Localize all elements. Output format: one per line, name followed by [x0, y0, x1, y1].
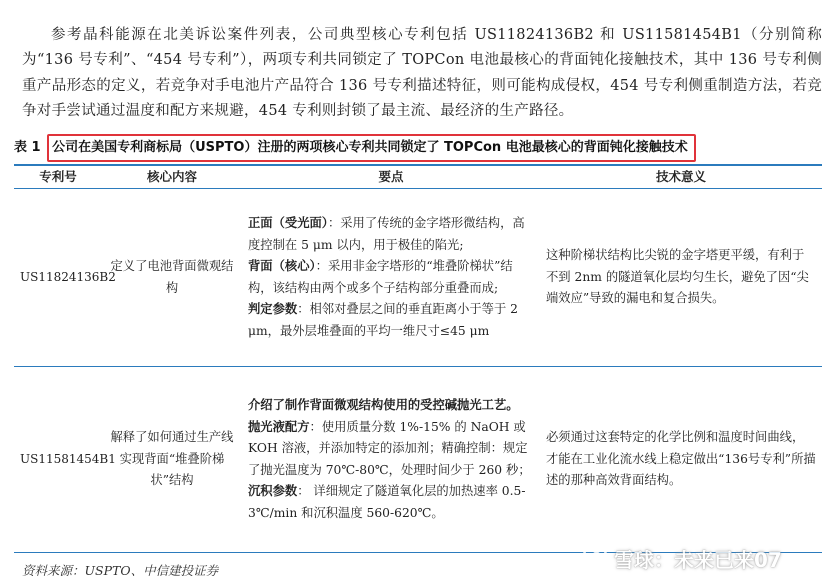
core-content: 解释了如何通过生产线实现背面“堆叠阶梯状”结构 — [110, 430, 234, 488]
point-label: 判定参数 — [248, 302, 298, 316]
table-title: 公司在美国专利商标局（USPTO）注册的两项核心专利共同锁定了 TOPCon 电池最核心的背面钝化接触技术 — [47, 134, 696, 162]
snowball-logo-icon — [582, 543, 608, 574]
point-text: ： 详细规定了隧道氧化层的加热速率 0.5-3℃/min 和沉积温度 560-620℃。 — [248, 484, 526, 520]
patent-table — [14, 164, 822, 553]
point-label: 正面（受光面） — [248, 216, 328, 230]
patent-number: US11824136B2 — [20, 269, 116, 284]
technical-significance: 这种阶梯状结构比尖锐的金字塔更平缓，有利于不到 2nm 的隧道氧化层均匀生长，避免了因“尖端效应”导致的漏电和复合损失。 — [546, 248, 809, 306]
point-label: 背面（核心） — [248, 259, 316, 273]
header-patent: 专利号 — [39, 169, 77, 185]
table-caption — [14, 133, 696, 163]
intro-paragraph: 参考晶科能源在北美诉讼案件列表，公司典型核心专利包括 US11824136B2 和 US11581454B1（分别简称为“136 号专利”、“454 号专利”），两项专利共同锁定了 TOPCon 电池最核心的背面钝化接触技术，其中 136 号专利侧重产品形态的定义，若竞争对手电池片产品符合 136 号专利描述特征，则可能构成侵权，454 号专利侧重制造方法，若竞争对手尝试通过温度和配方来规避，454 专利则封锁了最主流、最经济的生产路径。 — [22, 26, 822, 119]
header-significance: 技术意义 — [655, 169, 706, 185]
point-text: ：使用质量分数 1%-15% 的 NaOH 或 KOH 溶液，并添加特定的添加剂；精确控制：规定了抛光温度为 70℃-80℃，处理时间少于 260 秒； — [248, 419, 531, 477]
point-label: 抛光液配方 — [248, 419, 310, 434]
table-label: 表 1 — [14, 140, 41, 155]
point-text: ：相邻对叠层之间的垂直距离小于等于 2 μm，最外层堆叠面的平均一维尺寸≤45 μm — [248, 302, 518, 338]
points-heading: 介绍了制作背面微观结构使用的受控碱抛光工艺。 — [248, 398, 519, 412]
watermark — [582, 541, 782, 575]
point-text: ：采用了传统的金字塔形微结构，高度控制在 5 μm 以内，用于极佳的陷光; — [248, 216, 525, 252]
point-label: 沉积参数 — [248, 484, 298, 498]
header-core: 核心内容 — [146, 169, 197, 185]
technical-significance: 必须通过这套特定的化学比例和温度时间曲线，才能在工业化流水线上稳定做出“136号专利”所描述的那种高效背面结构。 — [546, 430, 816, 488]
key-points — [242, 367, 540, 553]
watermark-text: 雪球：未来已来07 — [614, 547, 782, 572]
core-content: 定义了电池背面微观结构 — [110, 259, 234, 295]
point-text: ：采用非金字塔形的“堆叠阶梯状”结构，该结构由两个或多个子结构部分重叠而成; — [248, 259, 513, 295]
source-note: 资料来源：USPTO、中信建投证券 — [22, 563, 219, 578]
table-header-row — [14, 165, 822, 189]
key-points — [242, 189, 540, 367]
patent-number: US11581454B1 — [20, 451, 116, 466]
table-row — [14, 189, 822, 367]
header-points: 要点 — [378, 169, 404, 185]
table-row — [14, 367, 822, 553]
